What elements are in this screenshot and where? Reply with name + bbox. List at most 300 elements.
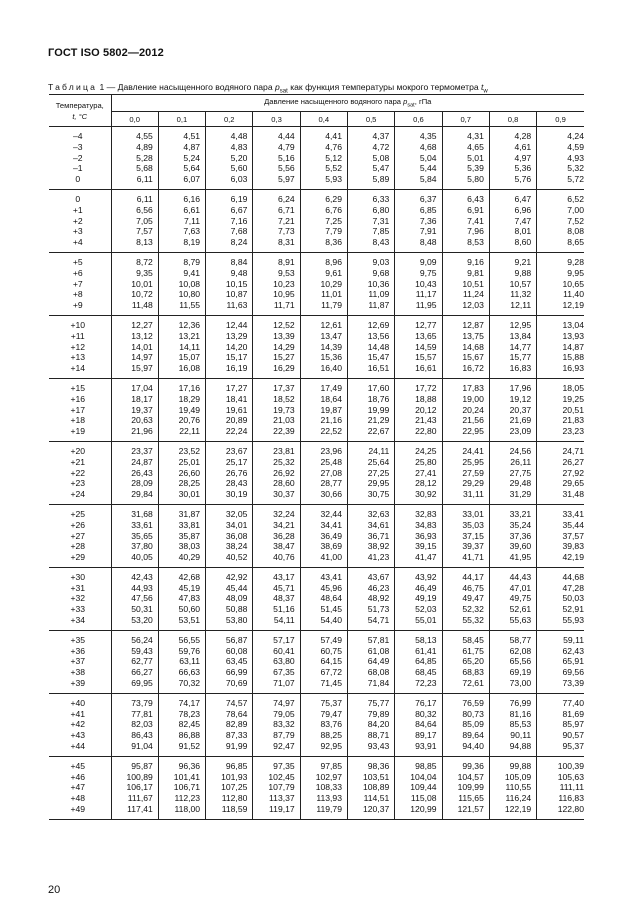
column-header: 0,6 <box>395 112 442 127</box>
pressure-cell: 106,71 <box>158 782 205 793</box>
pressure-cell: 10,23 <box>253 279 300 290</box>
pressure-cell: 22,24 <box>206 426 253 437</box>
page-number: 20 <box>48 884 61 896</box>
temperature-cell: +25 <box>49 509 111 520</box>
pressure-cell: 50,03 <box>562 593 584 604</box>
pressure-cell: 22,80 <box>395 426 442 437</box>
pressure-cell: 91,99 <box>206 741 253 752</box>
table-row <box>49 572 584 583</box>
pressure-cell: 11,40 <box>563 289 584 300</box>
pressure-cell: 99,88 <box>489 761 536 772</box>
table-row <box>49 604 584 615</box>
temperature-cell: +16 <box>49 394 111 405</box>
pressure-cell: 99,36 <box>442 761 489 772</box>
temperature-cell: +38 <box>49 667 111 678</box>
pressure-cell: 22,39 <box>253 426 300 437</box>
pressure-cell: 4,59 <box>567 141 584 152</box>
pressure-cell: 5,39 <box>442 163 489 174</box>
pressure-cell: 34,21 <box>253 520 300 531</box>
pressure-cell: 8,91 <box>253 257 300 268</box>
pressure-cell: 61,08 <box>347 646 394 657</box>
pressure-cell: 18,05 <box>562 382 584 393</box>
pressure-cell: 9,95 <box>567 267 584 278</box>
pressure-cell: 97,35 <box>253 761 300 772</box>
temperature-cell: +17 <box>49 405 111 416</box>
pressure-cell: 13,12 <box>111 331 158 342</box>
table-row <box>49 531 584 542</box>
pressure-cell: 63,11 <box>158 656 205 667</box>
pressure-cell: 10,08 <box>158 279 205 290</box>
pressure-cell: 22,95 <box>442 426 489 437</box>
pressure-cell: 104,04 <box>395 772 442 783</box>
pressure-cell: 7,05 <box>111 216 158 227</box>
pressure-cell: 21,56 <box>442 415 489 426</box>
pressure-cell: 47,56 <box>111 593 158 604</box>
pressure-cell: 14,97 <box>111 352 158 363</box>
vapor-pressure-table <box>49 94 584 820</box>
pressure-cell: 6,56 <box>111 205 158 216</box>
temperature-cell: +21 <box>49 457 111 468</box>
pressure-cell: 48,92 <box>347 593 394 604</box>
pressure-cell: 114,51 <box>347 793 394 804</box>
pressure-cell: 68,45 <box>395 667 442 678</box>
pressure-cell: 113,37 <box>253 793 300 804</box>
pressure-cell: 55,32 <box>442 615 489 626</box>
pressure-cell: 41,23 <box>347 552 394 563</box>
pressure-cell: 4,72 <box>347 142 394 153</box>
pressure-cell: 84,20 <box>347 719 394 730</box>
pressure-cell: 7,63 <box>158 226 205 237</box>
pressure-cell: 53,80 <box>206 615 253 626</box>
pressure-cell: 40,52 <box>206 552 253 563</box>
table-row <box>49 730 584 741</box>
pressure-cell: 61,75 <box>442 646 489 657</box>
pressure-cell: 74,57 <box>206 698 253 709</box>
pressure-cell: 13,93 <box>562 330 584 341</box>
temperature-cell: –3 <box>49 142 111 153</box>
pressure-cell: 92,47 <box>253 741 300 752</box>
pressure-cell: 63,80 <box>253 656 300 667</box>
pressure-cell: 4,93 <box>567 152 584 163</box>
pressure-group-header <box>111 95 584 112</box>
pressure-cell: 25,01 <box>158 457 205 468</box>
pressure-cell: 27,08 <box>300 468 347 479</box>
pressure-cell: 81,16 <box>489 709 536 720</box>
pressure-cell: 20,24 <box>442 405 489 416</box>
pressure-cell: 62,77 <box>111 656 158 667</box>
pressure-cell: 7,68 <box>206 226 253 237</box>
pressure-cell: 16,83 <box>489 363 536 374</box>
pressure-cell: 8,43 <box>347 237 394 248</box>
pressure-cell: 14,77 <box>489 342 536 353</box>
pressure-cell: 72,23 <box>395 678 442 689</box>
pressure-cell: 6,24 <box>253 194 300 205</box>
pressure-cell: 34,41 <box>300 520 347 531</box>
temperature-header-line2: t, °С <box>72 111 88 121</box>
pressure-cell: 42,19 <box>562 552 584 563</box>
pressure-cell: 5,60 <box>206 163 253 174</box>
pressure-cell: 43,41 <box>300 572 347 583</box>
column-header: 0,4 <box>300 112 347 127</box>
pressure-cell: 19,00 <box>442 394 489 405</box>
pressure-cell: 103,51 <box>347 772 394 783</box>
pressure-cell: 75,77 <box>347 698 394 709</box>
pressure-cell: 38,03 <box>158 541 205 552</box>
pressure-cell: 80,32 <box>395 709 442 720</box>
pressure-cell: 73,79 <box>111 698 158 709</box>
pressure-cell: 7,11 <box>158 216 205 227</box>
pressure-cell: 14,68 <box>442 342 489 353</box>
pressure-cell: 22,11 <box>158 426 205 437</box>
pressure-cell: 11,87 <box>347 300 394 311</box>
pressure-cell: 11,71 <box>253 300 300 311</box>
pressure-cell: 6,47 <box>489 194 536 205</box>
pressure-cell: 4,55 <box>111 131 158 142</box>
pressure-cell: 5,08 <box>347 153 394 164</box>
pressure-cell: 23,67 <box>206 446 253 457</box>
pressure-cell: 10,43 <box>395 279 442 290</box>
pressure-cell: 31,87 <box>158 509 205 520</box>
pressure-cell: 119,17 <box>253 804 300 815</box>
pressure-cell: 51,73 <box>347 604 394 615</box>
pressure-cell: 71,07 <box>253 678 300 689</box>
table-row <box>49 257 584 268</box>
temperature-cell: +11 <box>49 331 111 342</box>
pressure-cell: 9,75 <box>395 268 442 279</box>
pressure-cell: 7,47 <box>489 216 536 227</box>
pressure-cell: 109,99 <box>442 782 489 793</box>
pressure-cell: 24,25 <box>395 446 442 457</box>
pressure-cell: 17,27 <box>206 383 253 394</box>
pressure-cell: 45,44 <box>206 583 253 594</box>
pressure-cell: 90,11 <box>489 730 536 741</box>
table-row <box>49 541 584 552</box>
pressure-cell: 71,45 <box>300 678 347 689</box>
pressure-cell: 118,59 <box>206 804 253 815</box>
pressure-cell: 5,52 <box>300 163 347 174</box>
pressure-cell: 7,91 <box>395 226 442 237</box>
pressure-cell: 86,88 <box>158 730 205 741</box>
pressure-cell: 6,67 <box>206 205 253 216</box>
table-row <box>49 793 584 804</box>
pressure-cell: 73,00 <box>489 678 536 689</box>
pressure-cell: 17,04 <box>111 383 158 394</box>
pressure-cell: 12,03 <box>442 300 489 311</box>
pressure-cell: 56,24 <box>111 635 158 646</box>
temperature-cell: +39 <box>49 678 111 689</box>
pressure-cell: 6,80 <box>347 205 394 216</box>
pressure-cell: 84,64 <box>395 719 442 730</box>
pressure-cell: 13,84 <box>489 331 536 342</box>
temperature-cell: +49 <box>49 804 111 815</box>
pressure-cell: 9,21 <box>489 257 536 268</box>
pressure-cell: 4,89 <box>111 142 158 153</box>
pressure-cell: 89,17 <box>395 730 442 741</box>
pressure-cell: 26,92 <box>253 468 300 479</box>
pressure-cell: 52,61 <box>489 604 536 615</box>
temperature-cell: +9 <box>49 300 111 311</box>
pressure-cell: 5,01 <box>442 153 489 164</box>
pressure-cell: 69,19 <box>489 667 536 678</box>
pressure-cell: 7,52 <box>567 215 584 226</box>
pressure-cell: 28,43 <box>206 478 253 489</box>
pressure-cell: 7,73 <box>253 226 300 237</box>
pressure-cell: 108,89 <box>347 782 394 793</box>
pressure-cell: 26,27 <box>562 456 584 467</box>
pressure-cell: 5,24 <box>158 153 205 164</box>
pressure-cell: 12,52 <box>253 320 300 331</box>
pressure-cell: 19,61 <box>206 405 253 416</box>
pressure-cell: 6,11 <box>111 194 158 205</box>
pressure-cell: 15,97 <box>111 363 158 374</box>
pressure-cell: 122,19 <box>489 804 536 815</box>
temperature-cell: +28 <box>49 541 111 552</box>
pressure-cell: 110,55 <box>489 782 536 793</box>
pressure-cell: 26,60 <box>158 468 205 479</box>
pressure-cell: 37,57 <box>562 530 584 541</box>
pressure-cell: 6,76 <box>300 205 347 216</box>
table-row <box>49 142 584 153</box>
pressure-cell: 9,61 <box>300 268 347 279</box>
pressure-cell: 6,16 <box>158 194 205 205</box>
temperature-cell: +24 <box>49 489 111 500</box>
pressure-cell: 4,41 <box>300 131 347 142</box>
pressure-cell: 18,88 <box>395 394 442 405</box>
pressure-cell: 19,25 <box>562 393 584 404</box>
table-row <box>49 656 584 667</box>
pressure-cell: 35,44 <box>562 519 584 530</box>
pressure-cell: 122,80 <box>557 804 584 815</box>
pressure-cell: 10,01 <box>111 279 158 290</box>
pressure-cell: 59,11 <box>563 634 584 645</box>
pressure-cell: 91,04 <box>111 741 158 752</box>
pressure-cell: 44,68 <box>562 571 584 582</box>
pressure-cell: 24,11 <box>347 446 394 457</box>
pressure-cell: 26,11 <box>489 457 536 468</box>
pressure-cell: 54,11 <box>253 615 300 626</box>
pressure-cell: 4,37 <box>347 131 394 142</box>
table-row <box>49 741 584 752</box>
pressure-cell: 37,80 <box>111 541 158 552</box>
table-row <box>49 268 584 279</box>
temperature-cell: +14 <box>49 363 111 374</box>
pressure-cell: 36,08 <box>206 531 253 542</box>
pressure-cell: 24,71 <box>562 445 584 456</box>
pressure-cell: 102,97 <box>300 772 347 783</box>
pressure-cell: 9,68 <box>347 268 394 279</box>
table-row <box>49 405 584 416</box>
pressure-cell: 6,91 <box>442 205 489 216</box>
temperature-cell: +7 <box>49 279 111 290</box>
pressure-header-unit: , гПа <box>414 97 432 107</box>
pressure-cell: 76,59 <box>442 698 489 709</box>
pressure-cell: 28,60 <box>253 478 300 489</box>
pressure-cell: 36,49 <box>300 531 347 542</box>
pressure-cell: 8,53 <box>442 237 489 248</box>
temperature-cell: 0 <box>49 174 111 185</box>
table-row <box>49 194 584 205</box>
pressure-cell: 118,00 <box>158 804 205 815</box>
pressure-cell: 93,91 <box>395 741 442 752</box>
pressure-cell: 4,76 <box>300 142 347 153</box>
pressure-cell: 7,41 <box>442 216 489 227</box>
pressure-cell: 40,29 <box>158 552 205 563</box>
pressure-cell: 30,75 <box>347 489 394 500</box>
table-row <box>49 131 584 142</box>
table-row <box>49 678 584 689</box>
pressure-cell: 54,71 <box>347 615 394 626</box>
temperature-cell: +12 <box>49 342 111 353</box>
pressure-cell: 6,33 <box>347 194 394 205</box>
pressure-cell: 7,79 <box>300 226 347 237</box>
pressure-cell: 50,60 <box>158 604 205 615</box>
pressure-cell: 44,43 <box>489 572 536 583</box>
pressure-cell: 53,20 <box>111 615 158 626</box>
pressure-cell: 19,99 <box>347 405 394 416</box>
pressure-cell: 27,92 <box>562 467 584 478</box>
pressure-cell: 11,17 <box>395 289 442 300</box>
pressure-cell: 106,17 <box>111 782 158 793</box>
pressure-cell: 38,69 <box>300 541 347 552</box>
pressure-cell: 42,68 <box>158 572 205 583</box>
pressure-cell: 10,72 <box>111 289 158 300</box>
temperature-cell: +23 <box>49 478 111 489</box>
pressure-cell: 31,48 <box>562 489 584 500</box>
pressure-cell: 13,21 <box>158 331 205 342</box>
table-row <box>49 635 584 646</box>
pressure-cell: 29,29 <box>442 478 489 489</box>
pressure-cell: 65,20 <box>442 656 489 667</box>
temperature-cell: +40 <box>49 698 111 709</box>
column-header: 0,0 <box>111 112 158 127</box>
pressure-cell: 73,39 <box>562 678 584 689</box>
pressure-cell: 41,00 <box>300 552 347 563</box>
pressure-cell: 35,03 <box>442 520 489 531</box>
pressure-cell: 70,69 <box>206 678 253 689</box>
pressure-cell: 21,16 <box>300 415 347 426</box>
pressure-cell: 13,29 <box>206 331 253 342</box>
pressure-cell: 102,45 <box>253 772 300 783</box>
pressure-cell: 92,95 <box>300 741 347 752</box>
table-row <box>49 709 584 720</box>
pressure-cell: 88,25 <box>300 730 347 741</box>
pressure-cell: 107,79 <box>253 782 300 793</box>
pressure-cell: 97,85 <box>300 761 347 772</box>
pressure-cell: 10,65 <box>562 278 584 289</box>
pressure-cell: 66,27 <box>111 667 158 678</box>
table-row <box>49 163 584 174</box>
table-row <box>49 593 584 604</box>
table-row <box>49 331 584 342</box>
pressure-cell: 13,39 <box>253 331 300 342</box>
pressure-cell: 51,45 <box>300 604 347 615</box>
pressure-cell: 10,36 <box>347 279 394 290</box>
pressure-cell: 8,19 <box>158 237 205 248</box>
pressure-cell: 49,19 <box>395 593 442 604</box>
pressure-cell: 6,85 <box>395 205 442 216</box>
pressure-cell: 24,56 <box>489 446 536 457</box>
pressure-cell: 16,93 <box>562 363 584 374</box>
pressure-cell: 14,01 <box>111 342 158 353</box>
pressure-cell: 33,21 <box>489 509 536 520</box>
pressure-cell: 9,16 <box>442 257 489 268</box>
pressure-cell: 23,37 <box>111 446 158 457</box>
pressure-cell: 8,48 <box>395 237 442 248</box>
pressure-cell: 12,87 <box>442 320 489 331</box>
pressure-cell: 60,41 <box>253 646 300 657</box>
pressure-cell: 14,87 <box>562 341 584 352</box>
pressure-cell: 43,17 <box>253 572 300 583</box>
pressure-cell: 72,61 <box>442 678 489 689</box>
pressure-cell: 25,95 <box>442 457 489 468</box>
pressure-cell: 15,36 <box>300 352 347 363</box>
pressure-cell: 42,43 <box>111 572 158 583</box>
pressure-cell: 5,12 <box>300 153 347 164</box>
pressure-cell: 29,65 <box>562 478 584 489</box>
pressure-cell: 16,72 <box>442 363 489 374</box>
table-row <box>49 468 584 479</box>
pressure-cell: 30,19 <box>206 489 253 500</box>
pressure-cell: 90,57 <box>562 730 584 741</box>
pressure-cell: 120,37 <box>347 804 394 815</box>
pressure-cell: 21,29 <box>347 415 394 426</box>
pressure-cell: 88,71 <box>347 730 394 741</box>
pressure-cell: 57,81 <box>347 635 394 646</box>
pressure-cell: 27,75 <box>489 468 536 479</box>
pressure-cell: 11,95 <box>395 300 442 311</box>
pressure-cell: 7,31 <box>347 216 394 227</box>
pressure-cell: 18,29 <box>158 394 205 405</box>
temperature-cell: +4 <box>49 237 111 248</box>
temperature-cell: +5 <box>49 257 111 268</box>
pressure-cell: 116,83 <box>558 793 584 804</box>
pressure-cell: 7,36 <box>395 216 442 227</box>
column-header: 0,1 <box>158 112 205 127</box>
caption-table-word: Таблица <box>48 82 98 92</box>
pressure-cell: 4,87 <box>158 142 205 153</box>
pressure-cell: 6,37 <box>395 194 442 205</box>
pressure-cell: 87,79 <box>253 730 300 741</box>
pressure-cell: 49,75 <box>489 593 536 604</box>
pressure-cell: 18,17 <box>111 394 158 405</box>
pressure-cell: 16,40 <box>300 363 347 374</box>
pressure-cell: 29,48 <box>489 478 536 489</box>
pressure-cell: 105,63 <box>557 771 584 782</box>
caption-text: 1 — Давление насыщенного водяного пара <box>97 82 276 92</box>
pressure-cell: 5,80 <box>442 174 489 185</box>
pressure-cell: 30,01 <box>158 489 205 500</box>
pressure-cell: 96,36 <box>158 761 205 772</box>
pressure-cell: 59,76 <box>158 646 205 657</box>
pressure-cell: 46,75 <box>442 583 489 594</box>
pressure-cell: 56,87 <box>206 635 253 646</box>
pressure-cell: 20,63 <box>111 415 158 426</box>
pressure-cell: 91,52 <box>158 741 205 752</box>
pressure-cell: 31,11 <box>442 489 489 500</box>
pressure-cell: 19,12 <box>489 394 536 405</box>
pressure-cell: 82,45 <box>158 719 205 730</box>
temperature-cell: +43 <box>49 730 111 741</box>
pressure-cell: 18,41 <box>206 394 253 405</box>
pressure-cell: 113,93 <box>300 793 347 804</box>
pressure-cell: 30,66 <box>300 489 347 500</box>
pressure-cell: 12,27 <box>111 320 158 331</box>
pressure-cell: 13,04 <box>562 319 584 330</box>
pressure-cell: 79,05 <box>253 709 300 720</box>
pressure-cell: 52,32 <box>442 604 489 615</box>
pressure-cell: 18,76 <box>347 394 394 405</box>
pressure-cell: 58,45 <box>442 635 489 646</box>
